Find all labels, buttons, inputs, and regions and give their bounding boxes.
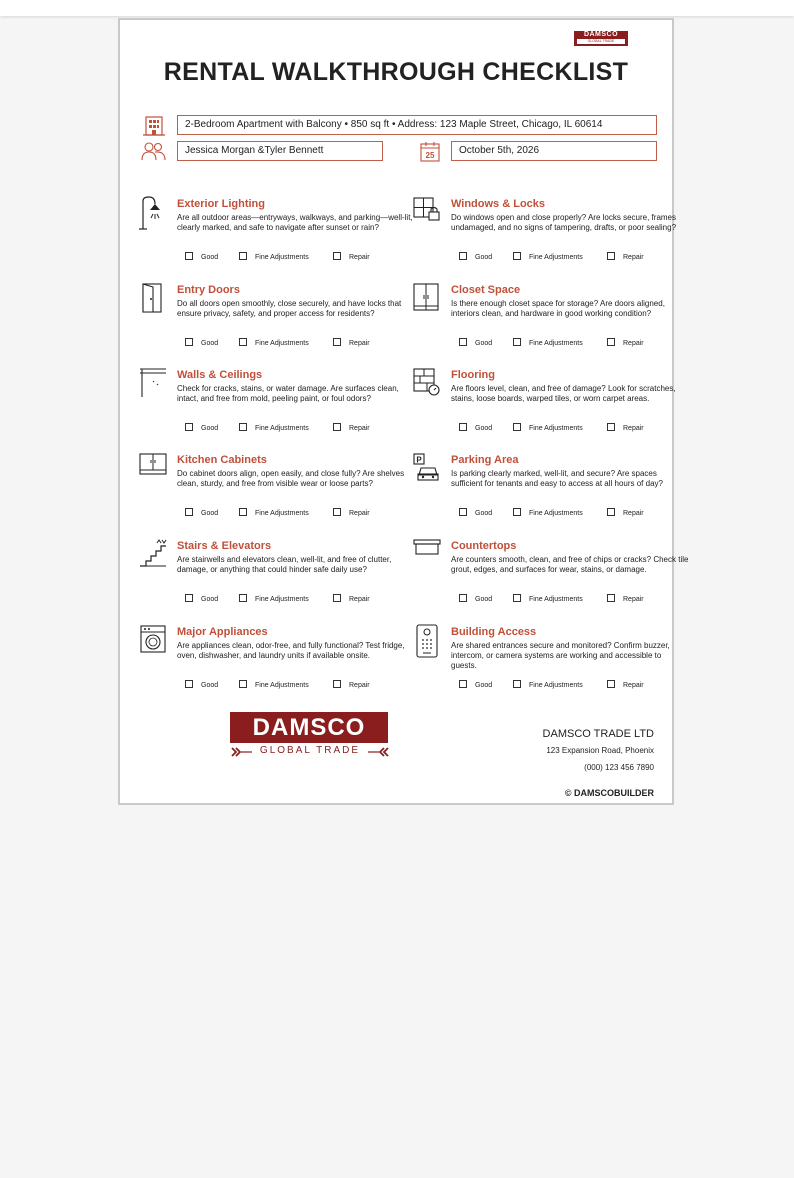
option-label: Good — [475, 510, 493, 517]
checkbox[interactable] — [333, 423, 341, 431]
header-logo-word: DAMSCO — [583, 31, 619, 38]
option-label: Fine Adjustments — [529, 340, 583, 347]
calendar-icon — [420, 141, 440, 162]
checkbox[interactable] — [459, 423, 467, 431]
option-repair[interactable] — [607, 423, 644, 433]
option-fine-adjustments[interactable] — [239, 423, 309, 433]
tenants-field[interactable]: Jessica Morgan &Tyler Bennett — [177, 141, 383, 161]
section-title: Countertops — [451, 540, 517, 552]
section-title: Closet Space — [451, 284, 521, 296]
option-label: Fine Adjustments — [255, 596, 309, 603]
checkbox[interactable] — [185, 680, 193, 688]
option-good[interactable] — [459, 338, 492, 348]
checkbox[interactable] — [333, 508, 341, 516]
checkbox[interactable] — [607, 252, 615, 260]
checkbox[interactable] — [513, 508, 521, 516]
option-good[interactable] — [185, 252, 218, 262]
section-title: Kitchen Cabinets — [177, 454, 267, 466]
option-label: Fine Adjustments — [255, 510, 309, 517]
section-parking-area — [416, 454, 689, 517]
intercom-icon — [413, 624, 441, 658]
option-label: Repair — [623, 510, 644, 517]
washing-machine-icon — [139, 624, 167, 658]
checkbox[interactable] — [607, 338, 615, 346]
checkbox[interactable] — [513, 594, 521, 602]
section-flooring — [451, 369, 689, 432]
countertop-icon — [413, 538, 441, 572]
option-label: Good — [475, 682, 493, 689]
checkbox[interactable] — [333, 680, 341, 688]
stairs-icon — [139, 538, 167, 572]
rating-options — [451, 423, 691, 435]
checkbox[interactable] — [607, 423, 615, 431]
people-icon — [141, 141, 167, 161]
checkbox[interactable] — [185, 252, 193, 260]
option-label: Repair — [349, 510, 370, 517]
wall-icon — [139, 367, 167, 401]
closet-icon — [413, 282, 441, 316]
page-title: RENTAL WALKTHROUGH CHECKLIST — [163, 58, 629, 86]
copyright: © DAMSCOBUILDER — [564, 788, 654, 798]
section-description: Are counters smooth, clean, and free of chips or cracks? Check tile grout, edges, and surfaces for wear, stains, or damage. — [451, 555, 689, 574]
section-title: Windows & Locks — [451, 198, 546, 210]
section-title: Building Access — [451, 626, 537, 638]
checkbox[interactable] — [239, 423, 247, 431]
option-label: Repair — [623, 596, 644, 603]
rating-options — [177, 252, 417, 264]
checkbox[interactable] — [239, 252, 247, 260]
section-description: Are shared entrances secure and monitored? Confirm buzzer, intercom, or camera systems are working and accessible to guests. — [451, 641, 670, 670]
section-description: Are stairwells and elevators clean, well-lit, and free of clutter, damage, or anything that could hinder safe daily use? — [177, 555, 392, 574]
date-field[interactable]: October 5th, 2026 — [451, 141, 657, 161]
section-exterior-lighting — [177, 198, 415, 261]
option-good[interactable] — [459, 680, 492, 690]
option-repair[interactable] — [333, 680, 370, 690]
option-label: Repair — [623, 254, 644, 261]
option-label: Repair — [623, 340, 644, 347]
option-label: Repair — [623, 425, 644, 432]
option-label: Good — [201, 510, 219, 517]
calendar-day: 25 — [425, 151, 435, 160]
rating-options — [177, 680, 417, 692]
rating-options — [451, 508, 691, 520]
option-label: Good — [475, 254, 493, 261]
option-fine-adjustments[interactable] — [239, 338, 309, 348]
header-logo-sub: GLOBAL TRADE — [577, 39, 625, 44]
checkbox[interactable] — [513, 252, 521, 260]
section-description: Do cabinet doors align, open easily, and close fully? Are shelves clean, sturdy, and free from visible wear or loose parts? — [177, 469, 405, 488]
section-stairs-elevators — [177, 540, 415, 603]
option-label: Good — [201, 425, 219, 432]
checkbox[interactable] — [239, 594, 247, 602]
rating-options — [177, 508, 417, 520]
option-good[interactable] — [185, 338, 218, 348]
option-label: Fine Adjustments — [529, 596, 583, 603]
section-building-access — [451, 626, 689, 689]
section-description: Are floors level, clean, and free of damage? Look for scratches, stains, loose boards, warped tiles, or worn carpet areas. — [451, 384, 676, 403]
checkbox[interactable] — [459, 508, 467, 516]
option-repair[interactable] — [333, 338, 370, 348]
rating-options — [451, 338, 691, 350]
checkbox[interactable] — [185, 594, 193, 602]
option-repair[interactable] — [333, 594, 370, 604]
option-fine-adjustments[interactable] — [513, 594, 583, 604]
section-title: Flooring — [451, 369, 495, 381]
checkbox[interactable] — [607, 508, 615, 516]
section-title: Entry Doors — [177, 284, 240, 296]
checkbox[interactable] — [185, 338, 193, 346]
company-phone: (000) 123 456 7890 — [584, 763, 654, 772]
section-walls-ceilings — [177, 369, 415, 432]
option-good[interactable] — [185, 594, 218, 604]
checkbox[interactable] — [459, 338, 467, 346]
option-repair[interactable] — [333, 252, 370, 262]
svg-text:P: P — [416, 455, 422, 465]
footer-logo-sub: GLOBAL TRADE — [259, 745, 361, 756]
section-entry-doors — [177, 284, 415, 347]
header-logo — [574, 31, 628, 46]
section-title: Major Appliances — [177, 626, 268, 638]
option-label: Good — [201, 682, 219, 689]
checkbox[interactable] — [185, 423, 193, 431]
option-good[interactable] — [459, 594, 492, 604]
checkbox[interactable] — [239, 338, 247, 346]
option-repair[interactable] — [607, 680, 644, 690]
option-fine-adjustments[interactable] — [513, 508, 583, 518]
option-good[interactable] — [459, 252, 492, 262]
option-label: Good — [201, 596, 219, 603]
option-label: Fine Adjustments — [529, 254, 583, 261]
checkbox[interactable] — [239, 508, 247, 516]
option-fine-adjustments[interactable] — [513, 423, 583, 433]
option-label: Fine Adjustments — [529, 425, 583, 432]
option-fine-adjustments[interactable] — [239, 252, 309, 262]
footer-logo — [230, 712, 390, 760]
rating-options — [451, 594, 691, 606]
checkbox[interactable] — [513, 423, 521, 431]
section-title: Exterior Lighting — [177, 198, 265, 210]
section-title: Stairs & Elevators — [177, 540, 272, 552]
property-field[interactable]: 2-Bedroom Apartment with Balcony • 850 sq ft • Address: 123 Maple Street, Chicago, IL 60614 — [177, 115, 657, 135]
checkbox[interactable] — [185, 508, 193, 516]
option-good[interactable] — [185, 680, 218, 690]
option-repair[interactable] — [607, 338, 644, 348]
section-description: Are appliances clean, odor-free, and fully functional? Test fridge, oven, dishwasher, and laundry units if available onsite. — [177, 641, 405, 660]
checklist-page — [118, 18, 689, 805]
option-label: Good — [475, 596, 493, 603]
option-good[interactable] — [459, 508, 492, 518]
checkbox[interactable] — [513, 680, 521, 688]
cabinet-icon — [139, 452, 167, 486]
option-repair[interactable] — [333, 508, 370, 518]
option-label: Repair — [349, 425, 370, 432]
section-title: Walls & Ceilings — [177, 369, 263, 381]
parking-car-icon — [413, 452, 441, 486]
option-label: Repair — [349, 596, 370, 603]
option-repair[interactable] — [607, 252, 644, 262]
option-repair[interactable] — [607, 594, 644, 604]
checkbox[interactable] — [607, 680, 615, 688]
option-fine-adjustments[interactable] — [513, 252, 583, 262]
rating-options — [177, 594, 417, 606]
option-label: Fine Adjustments — [529, 682, 583, 689]
option-fine-adjustments[interactable] — [513, 338, 583, 348]
section-description: Is there enough closet space for storage? Are doors aligned, interiors clean, and hardware in good working condition? — [451, 299, 665, 318]
lamp-icon — [139, 196, 167, 230]
option-label: Fine Adjustments — [255, 340, 309, 347]
option-label: Good — [201, 340, 219, 347]
option-label: Fine Adjustments — [529, 510, 583, 517]
checkbox[interactable] — [333, 594, 341, 602]
rating-options — [177, 338, 417, 350]
section-kitchen-cabinets — [177, 454, 415, 517]
checkbox[interactable] — [513, 338, 521, 346]
option-label: Good — [201, 254, 219, 261]
option-fine-adjustments[interactable] — [513, 680, 583, 690]
section-windows-locks — [451, 198, 689, 261]
floor-tile-icon — [413, 367, 441, 401]
option-good[interactable] — [185, 423, 218, 433]
checkbox[interactable] — [459, 252, 467, 260]
section-description: Are all outdoor areas—entryways, walkways, and parking—well-lit, clearly marked, and safe to navigate after sunset or rain? — [177, 213, 413, 232]
option-label: Repair — [349, 682, 370, 689]
option-label: Fine Adjustments — [255, 682, 309, 689]
option-fine-adjustments[interactable] — [239, 680, 309, 690]
building-icon — [143, 116, 165, 136]
section-description: Is parking clearly marked, well-lit, and secure? Are spaces sufficient for tenants and easy to access at all hours of day? — [451, 469, 663, 488]
option-label: Good — [475, 340, 493, 347]
checkbox[interactable] — [459, 594, 467, 602]
option-label: Repair — [623, 682, 644, 689]
option-good[interactable] — [185, 508, 218, 518]
option-repair[interactable] — [607, 508, 644, 518]
option-label: Good — [475, 425, 493, 432]
checkbox[interactable] — [333, 338, 341, 346]
door-icon — [139, 282, 167, 316]
option-label: Fine Adjustments — [255, 425, 309, 432]
option-label: Fine Adjustments — [255, 254, 309, 261]
checkbox[interactable] — [459, 680, 467, 688]
footer-logo-word: DAMSCO — [230, 712, 388, 743]
checkbox[interactable] — [239, 680, 247, 688]
section-description: Do all doors open smoothly, close securely, and have locks that ensure privacy, safety, and proper access for residents? — [177, 299, 402, 318]
option-label: Repair — [349, 340, 370, 347]
section-description: Do windows open and close properly? Are locks secure, frames undamaged, and no signs of tampering, drafts, or poor sealing? — [451, 213, 677, 232]
rating-options — [451, 680, 691, 692]
section-countertops — [451, 540, 689, 603]
rating-options — [451, 252, 691, 264]
section-title: Parking Area — [451, 454, 519, 466]
section-major-appliances — [177, 626, 415, 689]
company-name: DAMSCO TRADE LTD — [542, 728, 654, 740]
option-label: Repair — [349, 254, 370, 261]
rating-options — [177, 423, 417, 435]
option-good[interactable] — [459, 423, 492, 433]
company-address: 123 Expansion Road, Phoenix — [546, 746, 654, 755]
window-lock-icon — [413, 196, 441, 230]
section-description: Check for cracks, stains, or water damage. Are surfaces clean, intact, and free from mold, peeling paint, or foul odors? — [177, 384, 399, 403]
option-fine-adjustments[interactable] — [239, 594, 309, 604]
checkbox[interactable] — [607, 594, 615, 602]
checkbox[interactable] — [333, 252, 341, 260]
option-repair[interactable] — [333, 423, 370, 433]
section-closet-space — [451, 284, 689, 347]
option-fine-adjustments[interactable] — [239, 508, 309, 518]
viewer-top-bar — [0, 0, 794, 16]
